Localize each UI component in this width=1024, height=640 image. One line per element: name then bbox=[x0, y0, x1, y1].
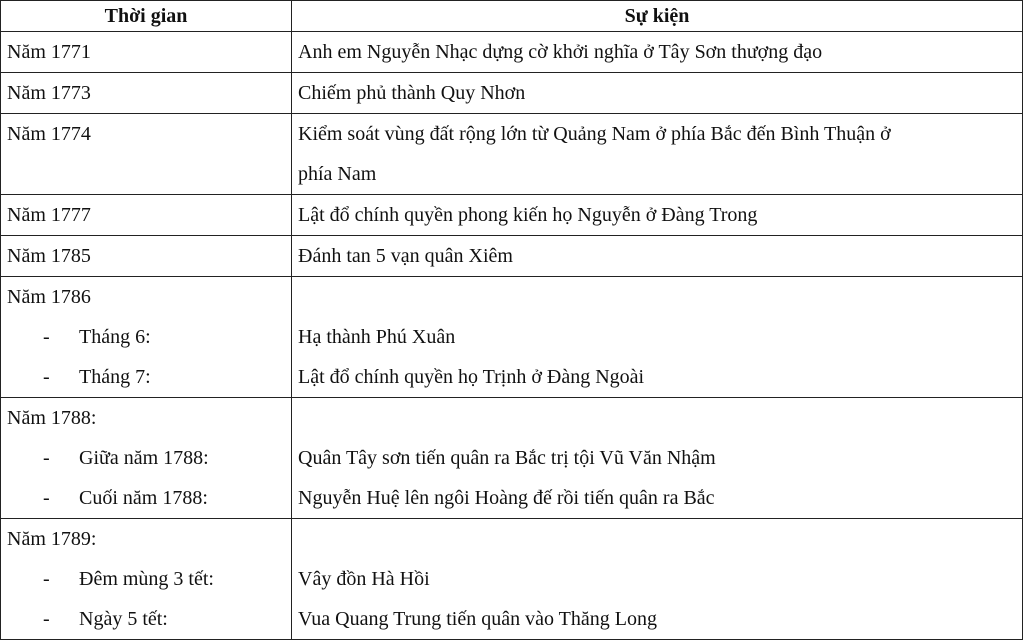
table-row bbox=[1, 73, 1023, 114]
dash-marker: - bbox=[43, 447, 50, 469]
blank-line bbox=[298, 277, 1022, 317]
event-line: Quân Tây sơn tiến quân ra Bắc trị tội Vũ Văn Nhậm bbox=[298, 447, 716, 469]
sub-time bbox=[7, 317, 291, 357]
sub-time bbox=[7, 478, 291, 518]
event-cell bbox=[292, 114, 1023, 195]
table-row bbox=[1, 519, 1023, 640]
event-line: Hạ thành Phú Xuân bbox=[298, 326, 456, 348]
event-line: Vây đồn Hà Hồi bbox=[298, 568, 430, 590]
table-row bbox=[1, 195, 1023, 236]
year-label: Năm 1788: bbox=[7, 407, 97, 429]
time-cell: Năm 1777 bbox=[1, 195, 292, 236]
table-row bbox=[1, 114, 1023, 195]
event-cell bbox=[292, 519, 1023, 640]
time-cell bbox=[1, 519, 292, 640]
event-cell: Anh em Nguyễn Nhạc dựng cờ khởi nghĩa ở Tây Sơn thượng đạo bbox=[292, 32, 1023, 73]
sub-time-label: Đêm mùng 3 tết: bbox=[79, 568, 214, 590]
dash-marker: - bbox=[43, 608, 50, 630]
dash-marker: - bbox=[43, 568, 50, 590]
sub-time bbox=[7, 357, 291, 397]
event-line: Kiểm soát vùng đất rộng lớn từ Quảng Nam ở phía Bắc đến Bình Thuận ở bbox=[298, 123, 891, 145]
time-cell bbox=[1, 398, 292, 519]
header-row bbox=[1, 1, 1023, 32]
year-label: Năm 1789: bbox=[7, 528, 97, 550]
event-line: Nguyễn Huệ lên ngôi Hoàng đế rồi tiến quân ra Bắc bbox=[298, 487, 715, 509]
event-cell bbox=[292, 398, 1023, 519]
table-row bbox=[1, 236, 1023, 277]
sub-time-label: Tháng 7: bbox=[79, 366, 151, 388]
sub-time bbox=[7, 438, 291, 478]
sub-time bbox=[7, 559, 291, 599]
dash-marker: - bbox=[43, 487, 50, 509]
blank-line bbox=[298, 519, 1022, 559]
event-line: Lật đổ chính quyền họ Trịnh ở Đàng Ngoài bbox=[298, 366, 645, 388]
time-cell: Năm 1774 bbox=[1, 114, 292, 195]
year-label: Năm 1786 bbox=[7, 286, 91, 308]
sub-time-label: Tháng 6: bbox=[79, 326, 151, 348]
time-cell: Năm 1771 bbox=[1, 32, 292, 73]
time-cell: Năm 1773 bbox=[1, 73, 292, 114]
event-line: phía Nam bbox=[298, 163, 377, 185]
sub-time bbox=[7, 599, 291, 639]
event-cell: Chiếm phủ thành Quy Nhơn bbox=[292, 73, 1023, 114]
event-cell: Lật đổ chính quyền phong kiến họ Nguyễn ở Đàng Trong bbox=[292, 195, 1023, 236]
event-cell: Đánh tan 5 vạn quân Xiêm bbox=[292, 236, 1023, 277]
header-time: Thời gian bbox=[1, 1, 292, 32]
table-row bbox=[1, 32, 1023, 73]
event-line: Vua Quang Trung tiến quân vào Thăng Long bbox=[298, 608, 657, 630]
header-event: Sự kiện bbox=[292, 1, 1023, 32]
sub-time-label: Giữa năm 1788: bbox=[79, 447, 209, 469]
time-cell: Năm 1785 bbox=[1, 236, 292, 277]
time-cell bbox=[1, 277, 292, 398]
sub-time-label: Cuối năm 1788: bbox=[79, 487, 208, 509]
event-cell bbox=[292, 277, 1023, 398]
dash-marker: - bbox=[43, 366, 50, 388]
sub-time-label: Ngày 5 tết: bbox=[79, 608, 168, 630]
dash-marker: - bbox=[43, 326, 50, 348]
table-row bbox=[1, 277, 1023, 398]
table-row bbox=[1, 398, 1023, 519]
blank-line bbox=[298, 398, 1022, 438]
